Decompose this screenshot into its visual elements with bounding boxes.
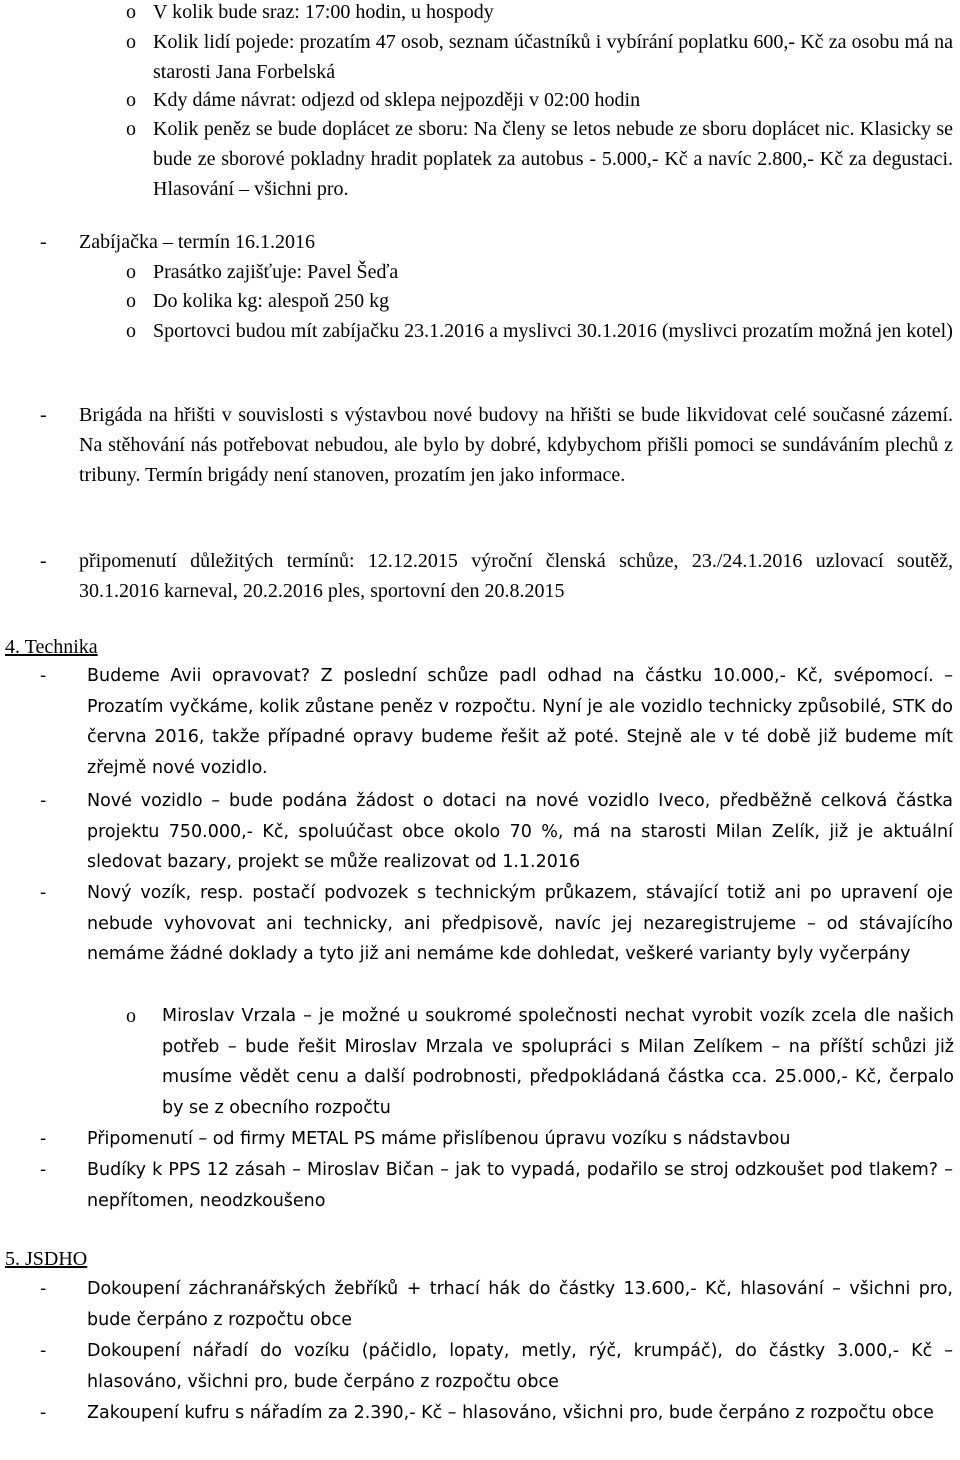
bullet-dash: - xyxy=(40,883,47,903)
bullet-dash: - xyxy=(40,1279,47,1299)
bullet-circle: o xyxy=(126,89,136,111)
bullet-circle: o xyxy=(126,31,136,53)
bullet-dash: - xyxy=(40,1160,47,1180)
bullet-dash: - xyxy=(40,231,47,253)
list-item-zabijacka: - Zabíjačka – termín 16.1.2016 xyxy=(0,227,960,257)
list-item: o Kolik peněz se bude doplácet ze sboru: Na členy se letos nebude ze sboru doplácet nic. Klasicky se bude ze sborové pokladny hradit poplatek za autobus - 5.000,- Kč a navíc 2.800,- Kč za degustaci. Hlasování – všichni pro. xyxy=(0,114,960,204)
bullet-dash: - xyxy=(40,404,47,426)
list-item-terminy: - připomenutí důležitých termínů: 12.12.2015 výroční členská schůze, 23./24.1.2016 uzlovací soutěž, 30.1.2016 karneval, 20.2.2016 ples, sportovní den 20.8.2015 xyxy=(0,546,960,606)
bullet-circle: o xyxy=(126,261,136,283)
bullet-dash: - xyxy=(40,550,47,572)
section-heading-jsdho: 5. JSDHO xyxy=(5,1248,88,1270)
list-item: o V kolik bude sraz: 17:00 hodin, u hospody xyxy=(0,0,960,27)
bullet-dash: - xyxy=(40,1403,47,1423)
list-item-sub: o Miroslav Vrzala – je možné u soukromé společnosti nechat vyrobit vozík zcela dle našich potřeb – bude řešit Miroslav Mrzala ve spolupráci s Milan Zelíkem – na příští schůzi již musíme vědět cenu a další podrobnosti, předpokládaná částka cca. 25.000,- Kč, čerpalo by se z obecního rozpočtu xyxy=(0,1001,960,1125)
bullet-circle: o xyxy=(126,320,136,342)
list-item-brigada: - Brigáda na hřišti v souvislosti s výstavbou nové budovy na hřišti se bude likvidovat celé současné zázemí. Na stěhování nás potřebovat nebudou, ale bylo by dobré, kdybychom přišli pomoci se sundáváním plechů z tribuny. Termín brigády není stanoven, prozatím jen jako informace. xyxy=(0,400,960,520)
bullet-dash: - xyxy=(40,1341,47,1361)
bullet-dash: - xyxy=(40,666,47,686)
bullet-circle: o xyxy=(126,1005,136,1027)
list-item: - Budíky k PPS 12 zásah – Miroslav Bičan – jak to vypadá, podařilo se stroj odzkoušet pod tlakem? – nepřítomen, neodzkoušeno xyxy=(0,1155,960,1217)
list-item: o Sportovci budou mít zabíjačku 23.1.2016 a myslivci 30.1.2016 (myslivci prozatím možná jen kotel) xyxy=(0,316,960,376)
list-item: o Do kolika kg: alespoň 250 kg xyxy=(0,286,960,316)
list-item: - Dokoupení nářadí do vozíku (páčidlo, lopaty, metly, rýč, krumpáč), do částky 3.000,- Kč – hlasováno, všichni pro, bude čerpáno z rozpočtu obce xyxy=(0,1336,960,1398)
list-item: - Zakoupení kufru s nářadím za 2.390,- Kč – hlasováno, všichni pro, bude čerpáno z rozpočtu obce xyxy=(0,1398,960,1460)
list-item: o Kolik lidí pojede: prozatím 47 osob, seznam účastníků i vybírání poplatku 600,- Kč za osobu má na starosti Jana Forbelská xyxy=(0,27,960,87)
list-item: - Nové vozidlo – bude podána žádost o dotaci na nové vozidlo Iveco, předběžně celková částka projektu 750.000,- Kč, spoluúčast obce okolo 70 %, má na starosti Milan Zelík, již je aktuální sledovat bazary, projekt se může realizovat od 1.1.2016 xyxy=(0,786,960,879)
list-item: - Dokoupení záchranářských žebříků + trhací hák do částky 13.600,- Kč, hlasování – všichni pro, bude čerpáno z rozpočtu obce xyxy=(0,1274,960,1336)
bullet-dash: - xyxy=(40,791,47,811)
list-item: - Budeme Avii opravovat? Z poslední schůze padl odhad na částku 10.000,- Kč, svépomocí. – Prozatím vyčkáme, kolik zůstane peněz v rozpočtu. Nyní je ale vozidlo technicky způsobilé, STK do června 2016, takže případné opravy budeme řešit až poté. Stejně ale v té době již budeme mít zřejmě nové vozidlo. xyxy=(0,661,960,785)
bullet-circle: o xyxy=(126,1,136,23)
list-item: - Připomenutí – od firmy METAL PS máme přislíbenou úpravu vozíku s nádstavbou xyxy=(0,1124,960,1155)
bullet-circle: o xyxy=(126,290,136,312)
section-heading-technika: 4. Technika xyxy=(5,636,98,658)
list-item: - Nový vozík, resp. postačí podvozek s technickým průkazem, stávající totiž ani po upravení oje nebude vyhovovat ani technicky, ani předpisově, navíc jej nezaregistrujeme – od stávajícího nemáme žádné doklady a tyto již ani nemáme kde dohledat, veškeré varianty byly vyčerpány xyxy=(0,878,960,1002)
bullet-circle: o xyxy=(126,118,136,140)
bullet-dash: - xyxy=(40,1129,47,1149)
list-item: o Prasátko zajišťuje: Pavel Šeďa xyxy=(0,257,960,287)
list-item: o Kdy dáme návrat: odjezd od sklepa nejpozději v 02:00 hodin xyxy=(0,85,960,115)
